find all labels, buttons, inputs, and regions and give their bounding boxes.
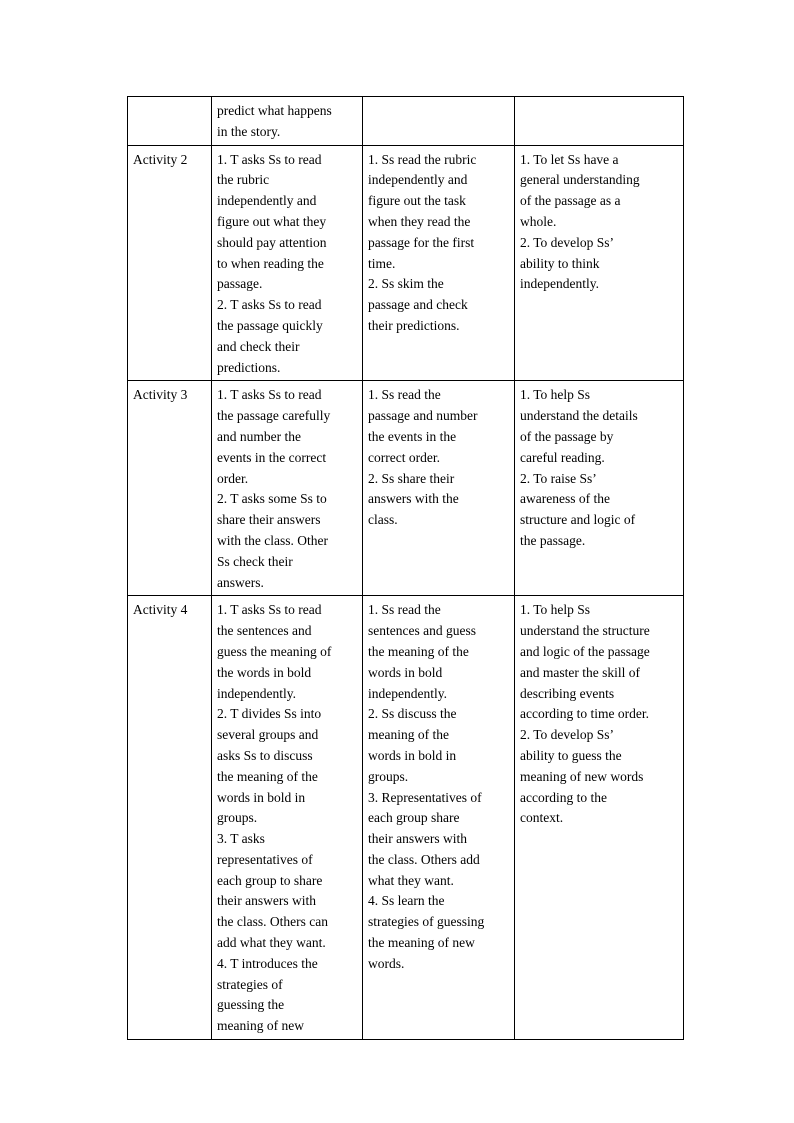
cell-text-line: 1. Ss read the rubric	[368, 151, 477, 167]
activity-label: Activity 3	[133, 387, 188, 403]
cell-text-line: 3. Representatives of	[368, 789, 482, 805]
cell-text-line: several groups and	[217, 727, 319, 743]
cell-text-line: the events in the	[368, 428, 457, 444]
cell-text-line: each group share	[368, 810, 460, 826]
cell-text-line: ability to guess the	[520, 747, 622, 763]
cell-text-line: with the class. Other	[217, 532, 328, 548]
cell-text-line: each group to share	[217, 872, 323, 888]
student-activity-cell	[363, 381, 515, 596]
cell-text-line: and logic of the passage	[520, 643, 650, 659]
cell-text-line: strategies of	[217, 976, 283, 992]
cell-text-line: according to time order.	[520, 706, 649, 722]
purpose-cell	[515, 596, 684, 1040]
student-activity-cell	[363, 596, 515, 1040]
cell-text-line: order.	[217, 470, 249, 486]
cell-text-line: 4. Ss learn the	[368, 893, 445, 909]
cell-text-line: passage and check	[368, 297, 468, 313]
cell-text-line: and master the skill of	[520, 664, 640, 680]
cell-text-line: 2. Ss share their	[368, 470, 455, 486]
cell-text-line: in the story.	[217, 123, 281, 139]
cell-text-line: the sentences and	[217, 623, 312, 639]
cell-text-line: strategies of guessing	[368, 914, 485, 930]
teacher-activity-cell	[212, 596, 363, 1040]
cell-text-line: the rubric	[217, 172, 270, 188]
table-row	[128, 381, 684, 596]
cell-text-line: the passage.	[520, 532, 586, 548]
cell-text-line: predict what happens	[217, 103, 332, 118]
cell-text-line: meaning of new	[217, 1018, 304, 1034]
cell-text-line: their answers with	[217, 893, 316, 909]
cell-text-line: context.	[520, 810, 564, 826]
cell-text-line: careful reading.	[520, 449, 605, 465]
cell-text-line: 1. Ss read the	[368, 602, 441, 618]
cell-text-line: awareness of the	[520, 491, 610, 507]
activity-label-cell	[128, 381, 212, 596]
cell-text-line: 2. Ss discuss the	[368, 706, 457, 722]
cell-text-line: of the passage as a	[520, 193, 621, 209]
cell-text-line: meaning of new words	[520, 768, 644, 784]
table-row	[128, 145, 684, 381]
cell-text-line: figure out what they	[217, 213, 327, 229]
cell-text-line: predictions.	[217, 359, 281, 375]
activity-label-cell	[128, 596, 212, 1040]
cell-text-line: independently.	[368, 685, 447, 701]
cell-text-line: the passage quickly	[217, 317, 323, 333]
cell-text-line: time.	[368, 255, 396, 271]
cell-text-line: understand the details	[520, 408, 638, 424]
table-row	[128, 97, 684, 146]
cell-text-line: ability to think	[520, 255, 600, 271]
cell-text-line: independently.	[217, 685, 296, 701]
cell-text-line: 2. T asks Ss to read	[217, 297, 322, 313]
cell-text-line: 2. T divides Ss into	[217, 706, 322, 722]
cell-text-line: what they want.	[368, 872, 454, 888]
cell-text-line: share their answers	[217, 512, 321, 528]
cell-text-line: to when reading the	[217, 255, 324, 271]
lesson-plan-table	[127, 96, 684, 1040]
cell-text-line: 3. T asks	[217, 831, 265, 847]
teacher-activity-cell	[212, 97, 363, 146]
cell-text-line: the meaning of the	[217, 768, 318, 784]
cell-text-line: describing events	[520, 685, 615, 701]
cell-text-line: passage and number	[368, 408, 478, 424]
cell-text-line: when they read the	[368, 213, 471, 229]
cell-text-line: structure and logic of	[520, 512, 636, 528]
table-row	[128, 596, 684, 1040]
cell-text-line: the class. Others can	[217, 914, 328, 930]
cell-text-line: asks Ss to discuss	[217, 747, 313, 763]
cell-text-line: should pay attention	[217, 234, 327, 250]
cell-text-line: 2. T asks some Ss to	[217, 491, 327, 507]
cell-text-line: 2. Ss skim the	[368, 276, 444, 292]
cell-text-line: the class. Others add	[368, 851, 480, 867]
purpose-cell	[515, 381, 684, 596]
cell-text-line: 2. To develop Ss’	[520, 234, 615, 250]
cell-text-line: independently.	[520, 276, 599, 292]
cell-text-line: words in bold in	[368, 747, 457, 763]
cell-text-line: answers with the	[368, 491, 459, 507]
cell-text-line: independently and	[217, 193, 317, 209]
cell-text-line: the words in bold	[217, 664, 312, 680]
cell-text-line: the meaning of new	[368, 935, 475, 951]
cell-text-line: of the passage by	[520, 428, 614, 444]
cell-text-line: 2. To raise Ss’	[520, 470, 597, 486]
purpose-cell	[515, 145, 684, 381]
activity-label-cell	[128, 97, 212, 146]
cell-text-line: Ss check their	[217, 553, 293, 569]
cell-text-line: add what they want.	[217, 935, 326, 951]
teacher-activity-cell	[212, 145, 363, 381]
cell-text-line: class.	[368, 512, 398, 528]
cell-text-line: 2. To develop Ss’	[520, 727, 615, 743]
activity-label: Activity 2	[133, 151, 188, 167]
cell-text-line: 1. T asks Ss to read	[217, 602, 322, 618]
cell-text-line: 1. T asks Ss to read	[217, 151, 322, 167]
cell-text-line: their answers with	[368, 831, 467, 847]
cell-text-line: the passage carefully	[217, 408, 331, 424]
cell-text-line: whole.	[520, 213, 557, 229]
student-activity-cell	[363, 97, 515, 146]
cell-text-line: words.	[368, 955, 405, 971]
cell-text-line: passage.	[217, 276, 263, 292]
cell-text-line: events in the correct	[217, 449, 327, 465]
cell-text-line: the meaning of the	[368, 643, 469, 659]
purpose-cell	[515, 97, 684, 146]
cell-text-line: sentences and guess	[368, 623, 476, 639]
cell-text-line: representatives of	[217, 851, 313, 867]
cell-text-line: understand the structure	[520, 623, 650, 639]
cell-text-line: answers.	[217, 574, 264, 590]
cell-text-line: and check their	[217, 338, 300, 354]
cell-text-line: 1. To help Ss	[520, 602, 591, 618]
cell-text-line: and number the	[217, 428, 301, 444]
cell-text-line: words in bold in	[217, 789, 306, 805]
cell-text-line: guess the meaning of	[217, 643, 332, 659]
teacher-activity-cell	[212, 381, 363, 596]
cell-text-line: general understanding	[520, 172, 640, 188]
student-activity-cell	[363, 145, 515, 381]
cell-text-line: correct order.	[368, 449, 440, 465]
cell-text-line: 1. To help Ss	[520, 387, 591, 403]
cell-text-line: groups.	[217, 810, 258, 826]
cell-text-line: meaning of the	[368, 727, 449, 743]
cell-text-line: 1. T asks Ss to read	[217, 387, 322, 403]
cell-text-line: figure out the task	[368, 193, 466, 209]
cell-text-line: according to the	[520, 789, 607, 805]
cell-text-line: passage for the first	[368, 234, 475, 250]
cell-text-line: guessing the	[217, 997, 285, 1013]
cell-text-line: groups.	[368, 768, 409, 784]
cell-text-line: their predictions.	[368, 317, 460, 333]
cell-text-line: 1. To let Ss have a	[520, 151, 619, 167]
activity-label: Activity 4	[133, 602, 188, 618]
activity-label-cell	[128, 145, 212, 381]
cell-text-line: 4. T introduces the	[217, 955, 318, 971]
cell-text-line: independently and	[368, 172, 468, 188]
cell-text-line: 1. Ss read the	[368, 387, 441, 403]
cell-text-line: words in bold	[368, 664, 443, 680]
